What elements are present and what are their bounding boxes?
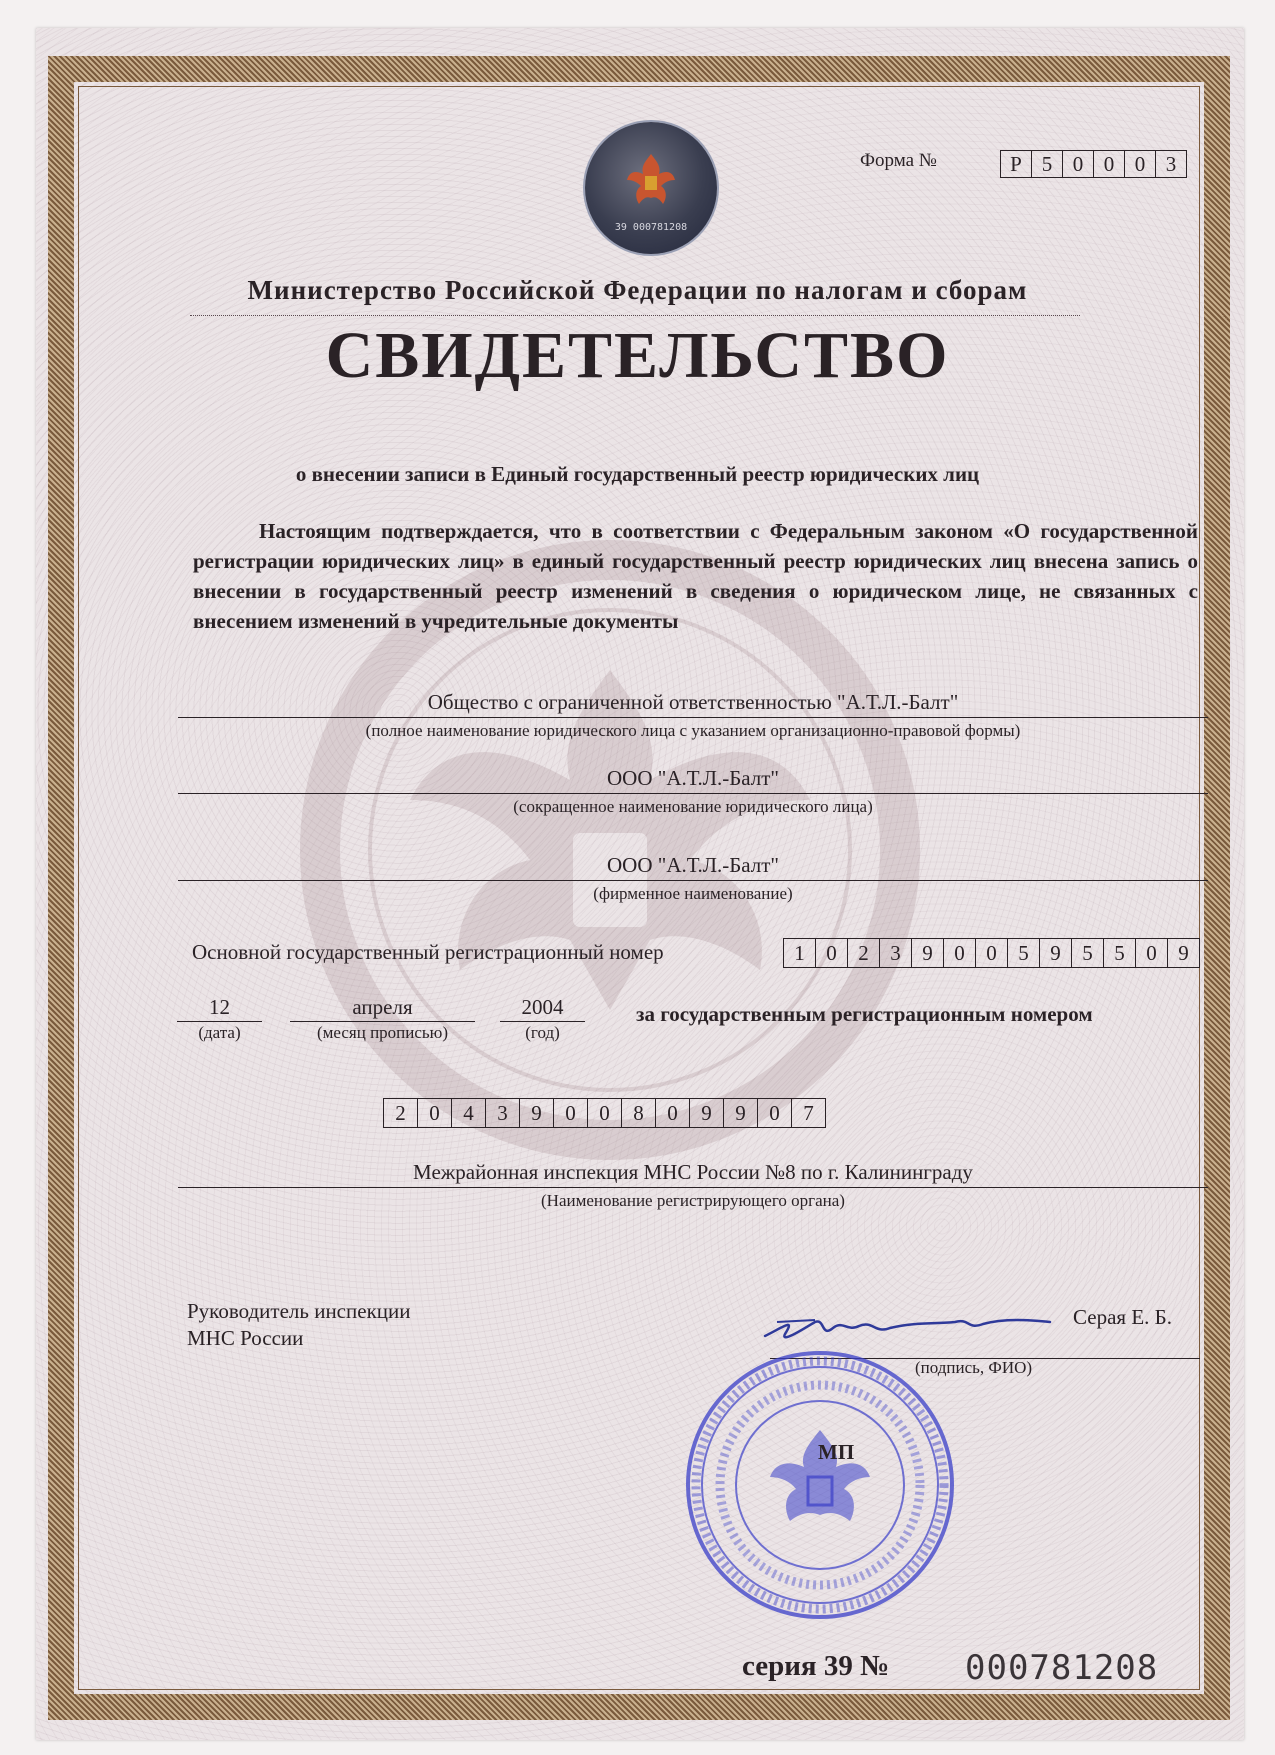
signature-caption: (подпись, ФИО)	[915, 1358, 1033, 1377]
full-name-line	[178, 717, 1208, 718]
authority-caption: (Наименование регистрирующего органа)	[541, 1191, 845, 1210]
date-month-caption: (месяц прописью)	[316, 1023, 449, 1042]
ogrn-number-boxes	[783, 938, 1200, 968]
form-digit: Р	[1000, 150, 1032, 178]
reg-digit: 3	[486, 1098, 520, 1128]
coat-of-arms-icon	[623, 150, 679, 210]
date-month: апреля	[352, 995, 413, 1019]
ministry-heading: Министерство Российской Федерации по налогам и сборам	[247, 275, 1028, 305]
hologram-seal	[585, 122, 717, 254]
reg-digit: 8	[622, 1098, 656, 1128]
firm-name-caption: (фирменное наименование)	[593, 884, 793, 903]
reg-digit: 4	[452, 1098, 486, 1128]
document-title: СВИДЕТЕЛЬСТВО	[325, 319, 950, 392]
authority-line	[178, 1187, 1208, 1188]
ogrn-digit: 3	[880, 938, 912, 968]
short-name-line	[178, 793, 1208, 794]
ogrn-digit: 1	[783, 938, 816, 968]
date-day: 12	[209, 995, 230, 1019]
ogrn-digit: 9	[1168, 938, 1200, 968]
ogrn-label: Основной государственный регистрационный номер	[192, 940, 664, 964]
ogrn-digit: 5	[1072, 938, 1104, 968]
date-day-line	[177, 1021, 262, 1022]
form-digit: 3	[1156, 150, 1187, 178]
position-line-1: Руководитель инспекции	[187, 1299, 411, 1323]
ogrn-digit: 0	[1136, 938, 1168, 968]
form-label: Форма №	[860, 150, 937, 171]
reg-digit: 7	[792, 1098, 826, 1128]
date-year-caption: (год)	[525, 1023, 560, 1042]
form-digit: 0	[1094, 150, 1125, 178]
ogrn-digit: 5	[1008, 938, 1040, 968]
short-name-caption: (сокращенное наименование юридического лица)	[513, 797, 873, 816]
date-year: 2004	[521, 995, 564, 1019]
hologram-number: 39 000781208	[614, 222, 688, 233]
firm-name-value: ООО "А.Т.Л.-Балт"	[607, 853, 779, 877]
reg-digit: 9	[690, 1098, 724, 1128]
form-digit: 0	[1125, 150, 1156, 178]
reg-digit: 0	[656, 1098, 690, 1128]
reg-number-boxes	[383, 1098, 826, 1128]
signer-name: Серая Е. Б.	[1073, 1305, 1172, 1329]
date-day-caption: (дата)	[198, 1023, 241, 1042]
form-digit: 5	[1032, 150, 1063, 178]
ogrn-digit: 0	[976, 938, 1008, 968]
date-year-line	[500, 1021, 585, 1022]
ogrn-digit: 5	[1104, 938, 1136, 968]
full-name-value: Общество с ограниченной ответственностью "А.Т.Л.-Балт"	[427, 690, 959, 714]
authority-value: Межрайонная инспекция МНС России №8 по г. Калининграду	[413, 1160, 973, 1184]
signatory-position	[187, 1298, 410, 1352]
form-digit: 0	[1063, 150, 1094, 178]
reg-digit: 0	[758, 1098, 792, 1128]
date-month-line	[290, 1021, 475, 1022]
ogrn-digit: 0	[944, 938, 976, 968]
reg-digit: 0	[588, 1098, 622, 1128]
ogrn-digit: 2	[848, 938, 880, 968]
ogrn-digit: 9	[1040, 938, 1072, 968]
stamp-place-label: МП	[818, 1440, 855, 1464]
reg-digit: 0	[418, 1098, 452, 1128]
position-line-2: МНС России	[187, 1326, 304, 1350]
ministry-rule	[190, 315, 1080, 316]
reg-digit: 0	[554, 1098, 588, 1128]
official-stamp	[680, 1345, 960, 1625]
short-name-value: ООО "А.Т.Л.-Балт"	[607, 766, 779, 790]
full-name-caption: (полное наименование юридического лица с указанием организационно-правовой формы)	[365, 721, 1021, 740]
series-label: серия 39 №	[742, 1650, 890, 1682]
reg-digit: 9	[724, 1098, 758, 1128]
ogrn-digit: 9	[912, 938, 944, 968]
form-number-boxes	[1000, 150, 1187, 178]
series-number: 000781208	[965, 1648, 1159, 1688]
reg-digit: 2	[383, 1098, 418, 1128]
reg-digit: 9	[520, 1098, 554, 1128]
ogrn-digit: 0	[816, 938, 848, 968]
document-subtitle: о внесении записи в Единый государственный реестр юридических лиц	[295, 462, 980, 486]
body-paragraph: Настоящим подтверждается, что в соответствии с Федеральным законом «О государственной регистрации юридических лиц» в единый государственный реестр юридических лиц внесена запись о внесении в государственный реестр изменений в сведения о юридическом лице, не связанных с внесением изменений в учредительные документы	[193, 519, 1198, 633]
firm-name-line	[178, 880, 1208, 881]
reg-number-label: за государственным регистрационным номером	[636, 1002, 1093, 1026]
